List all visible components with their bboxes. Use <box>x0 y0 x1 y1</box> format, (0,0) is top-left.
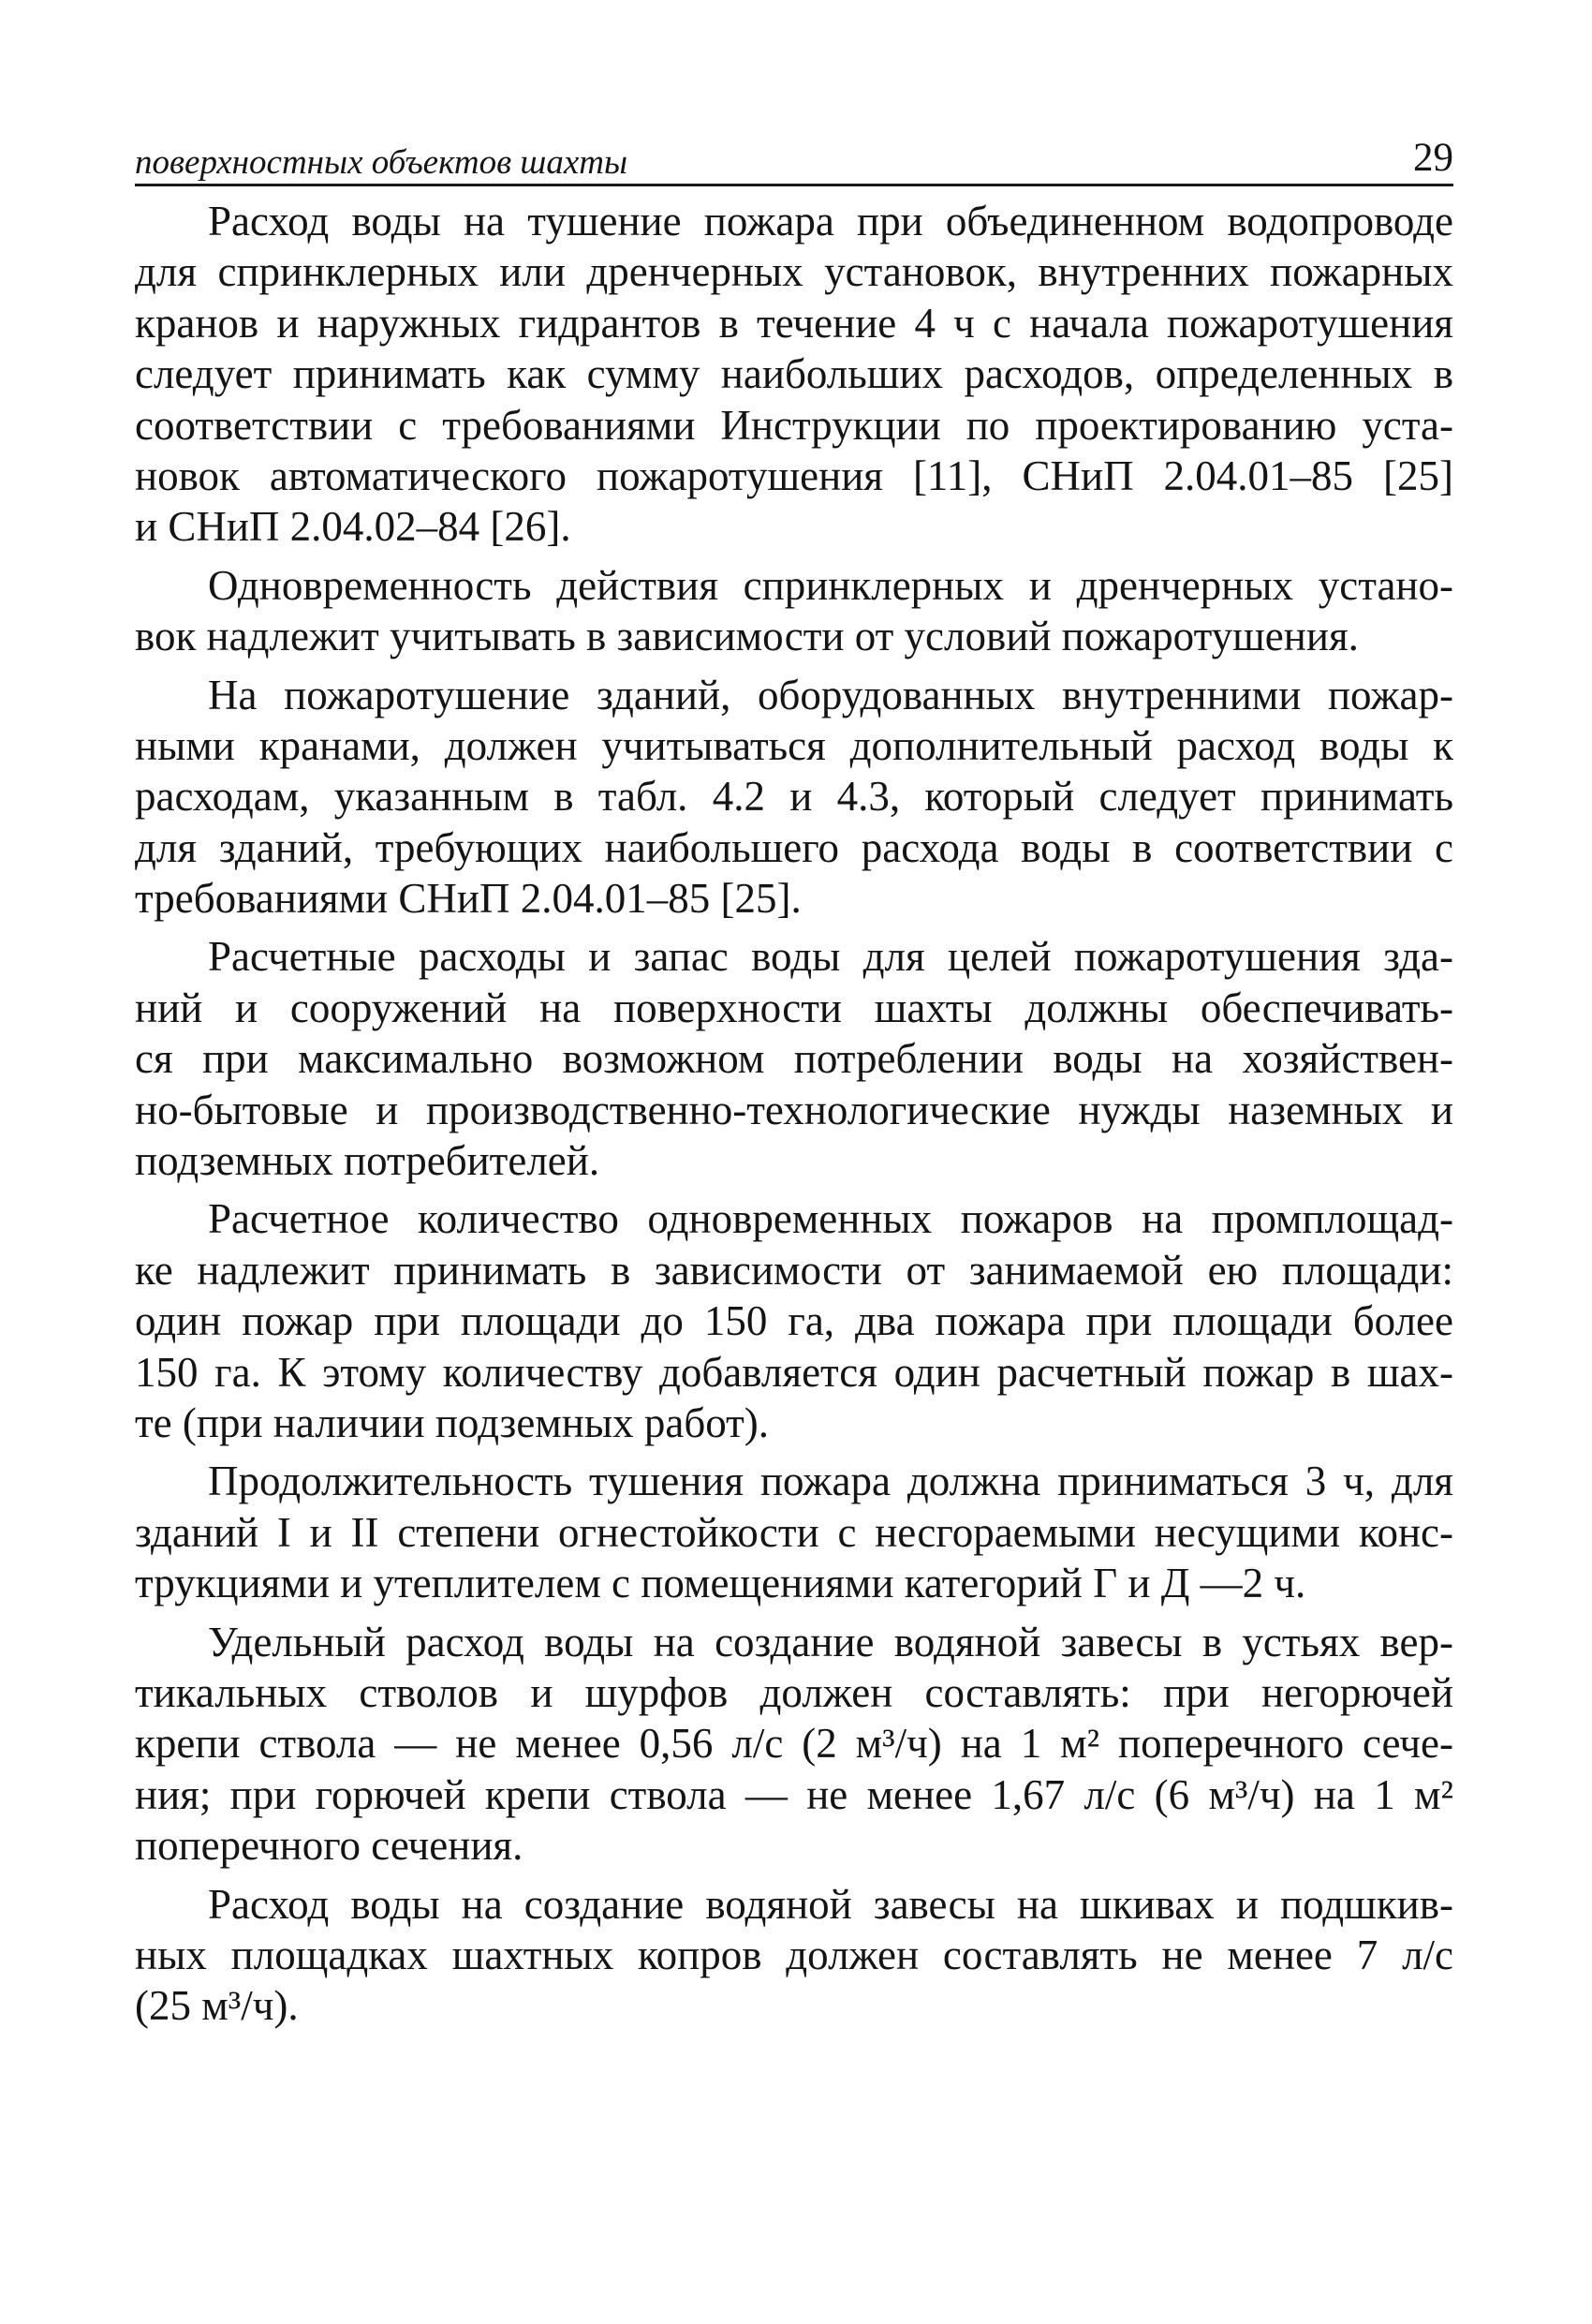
page-number: 29 <box>1413 136 1453 180</box>
text-line: ся при максимально возможном потреблении воды на хозяйствен- <box>135 1035 1453 1083</box>
text-line: для спринклерных или дренчерных установок, внутренних пожарных <box>135 248 1453 296</box>
text-line: (25 м³/ч). <box>135 1982 299 2030</box>
paragraph <box>135 1617 1453 1872</box>
text-line: ных площадках шахтных копров должен составлять не менее 7 л/с <box>135 1931 1453 1978</box>
body-text <box>135 196 1453 2032</box>
text-line: ными кранами, должен учитываться дополнительный расход воды к <box>135 721 1453 769</box>
text-line: вок надлежит учитывать в зависимости от условий пожаротушения. <box>135 613 1359 660</box>
text-line: расходам, указанным в табл. 4.2 и 4.3, который следует принимать <box>135 773 1453 821</box>
text-line: один пожар при площади до 150 га, два пожара при площади более <box>135 1297 1453 1345</box>
paragraph <box>135 670 1453 925</box>
text-line: следует принимать как сумму наибольших расходов, определенных в <box>135 350 1453 398</box>
text-line: подземных потребителей. <box>135 1137 600 1185</box>
text-line: но-бытовые и производственно-технологические нужды наземных и <box>135 1086 1453 1133</box>
paragraph <box>135 931 1453 1186</box>
text-line: те (при наличии подземных работ). <box>135 1399 770 1446</box>
text-line: ния; при горючей крепи ствола — не менее 1,67 л/с (6 м³/ч) на 1 м² <box>135 1770 1453 1818</box>
text-line: зданий I и II степени огнестойкости с несгораемыми несущими конс- <box>135 1508 1453 1556</box>
text-line: Продолжительность тушения пожара должна приниматься 3 ч, для <box>208 1458 1453 1505</box>
text-line: Расход воды на создание водяной завесы на шкивах и подшкив- <box>208 1880 1453 1928</box>
text-line: новок автоматического пожаротушения [11], СНиП 2.04.01–85 [25] <box>135 451 1453 499</box>
text-line: для зданий, требующих наибольшего расхода воды в соответствии с <box>135 823 1453 871</box>
paragraph <box>135 1456 1453 1608</box>
text-line: крепи ствола — не менее 0,56 л/с (2 м³/ч) на 1 м² поперечного сече- <box>135 1720 1453 1768</box>
text-line: Расход воды на тушение пожара при объединенном водопроводе <box>208 198 1453 244</box>
text-line: поперечного сечения. <box>135 1822 523 1870</box>
text-line: 150 га. К этому количеству добавляется один расчетный пожар в шах- <box>135 1348 1453 1396</box>
text-line: Одновременность действия спринклерных и дренчерных устано- <box>208 561 1453 609</box>
text-line: тикальных стволов и шурфов должен составлять: при негорючей <box>135 1668 1453 1716</box>
text-line: соответствии с требованиями Инструкции по проектированию уста- <box>135 401 1453 449</box>
text-line: и СНиП 2.04.02–84 [26]. <box>135 503 571 551</box>
paragraph <box>135 1193 1453 1448</box>
paragraph <box>135 1879 1453 2032</box>
paragraph <box>135 560 1453 662</box>
text-line: Расчетные расходы и запас воды для целей пожаротушения зда- <box>208 933 1453 981</box>
paragraph <box>135 196 1453 553</box>
text-line: ке надлежит принимать в зависимости от занимаемой ею площади: <box>135 1246 1453 1294</box>
text-line: трукциями и утеплителем с помещениями категорий Г и Д —2 ч. <box>135 1560 1306 1607</box>
text-line: ний и сооружений на поверхности шахты должны обеспечивать- <box>135 984 1453 1031</box>
running-header-title: поверхностных объектов шахты <box>135 143 628 182</box>
text-line: На пожаротушение зданий, оборудованных внутренними пожар- <box>208 671 1453 718</box>
text-line: Удельный расход воды на создание водяной завесы в устьях вер- <box>208 1618 1453 1665</box>
running-header <box>135 129 1453 186</box>
text-line: кранов и наружных гидрантов в течение 4 ч с начала пожаротушения <box>135 299 1453 347</box>
text-line: Расчетное количество одновременных пожаров на промплощад- <box>208 1195 1453 1243</box>
text-line: требованиями СНиП 2.04.01–85 [25]. <box>135 875 802 923</box>
book-page <box>135 129 1453 2039</box>
